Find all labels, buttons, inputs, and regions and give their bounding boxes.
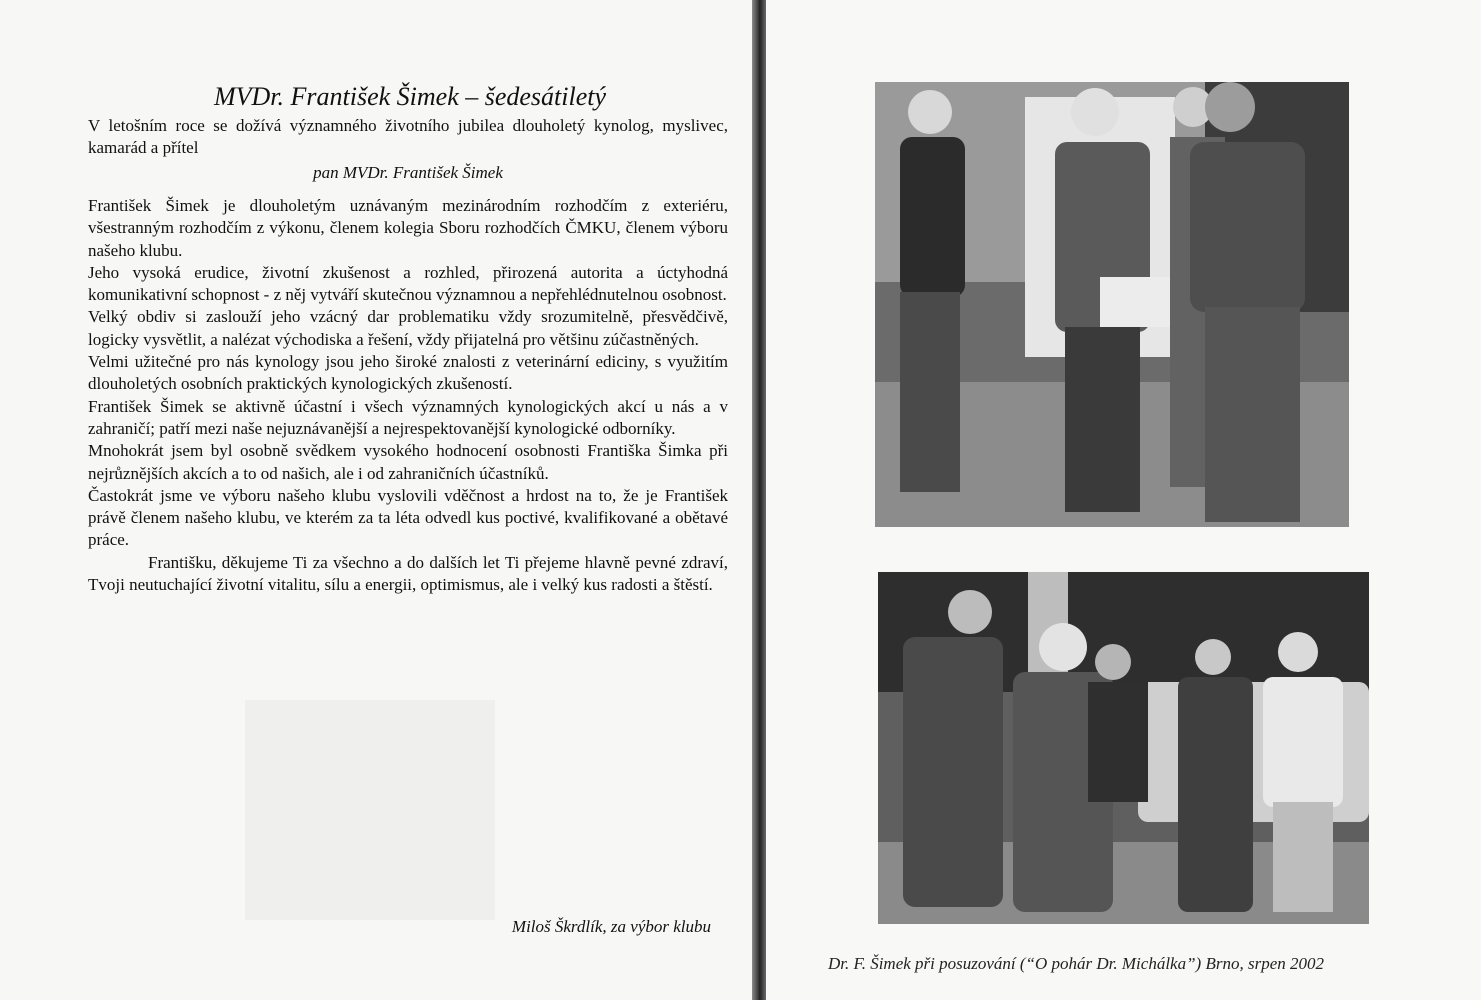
paragraph: Mnohokrát jsem byl osobně svědkem vysokého hodnocení osobnosti Františka Šimka při nejrůznějších akcích a to od našich, ale i od zahraničních účastníků.	[88, 441, 728, 483]
article-recipient: pan MVDr. František Šimek	[313, 163, 503, 182]
photo-caption: Dr. F. Šimek při posuzování (“O pohár Dr. Michálka”) Brno, srpen 2002	[828, 954, 1324, 973]
paragraph: Jeho vysoká erudice, životní zkušenost a rozhled, přirozená autorita a úctyhodná komunikativní schopnost - z něj vytváří skutečnou významnou a nepřehlédnutelnou osobnost.	[88, 262, 728, 305]
photo-event-group	[878, 572, 1369, 924]
photo-judges-group	[875, 82, 1349, 527]
paragraph: Velký obdiv si zaslouží jeho vzácný dar problematiku vždy srozumitelně, přesvědčivě, logicky vysvětlit, a nalézat východiska a řešení, vždy přijatelná pro většinu zúčastněných.	[88, 307, 728, 349]
paragraph: Častokrát jsme ve výboru našeho klubu vyslovili vděčnost a hrdost na to, že je František právě členem našeho klubu, ve kterém za ta léta odvedl kus poctivé, kvalifikované a obětavé práce.	[88, 485, 728, 550]
article-title: MVDr. František Šimek – šedesátiletý	[213, 82, 607, 111]
article-intro: V letošním roce se dožívá významného životního jubilea dlouholetý kynolog, myslivec, kamarád a přítel	[88, 116, 728, 157]
paragraph: František Šimek je dlouholetým uznávaným mezinárodním rozhodčím z exteriéru, všestranným rozhodčím z výkonu, členem kolegia Sboru rozhodčích ČMKU, členem výboru našeho klubu.	[88, 196, 728, 260]
book-gutter	[752, 0, 766, 1000]
article-signature: Miloš Škrdlík, za výbor klubu	[511, 917, 711, 936]
article-body	[88, 195, 728, 596]
paragraph: Velmi užitečné pro nás kynology jsou jeho široké znalosti z veterinární ediciny, s využitím dlouholetých osobních praktických kynologických zkušeností.	[88, 352, 728, 394]
closing-paragraph: Františku, děkujeme Ti za všechno a do dalších let Ti přejeme hlavně pevné zdraví, Tvoji neutuchající životní vitalitu, sílu a energii, optimismus, ale i velký kus radosti a štěstí.	[88, 552, 728, 595]
bleed-through-shadow	[245, 700, 495, 920]
paragraph: František Šimek se aktivně účastní i všech významných kynologických akcí u nás a v zahraničí; patří mezi naše nejuznávanější a nejrespektovanější kynologické odborníky.	[88, 396, 728, 438]
